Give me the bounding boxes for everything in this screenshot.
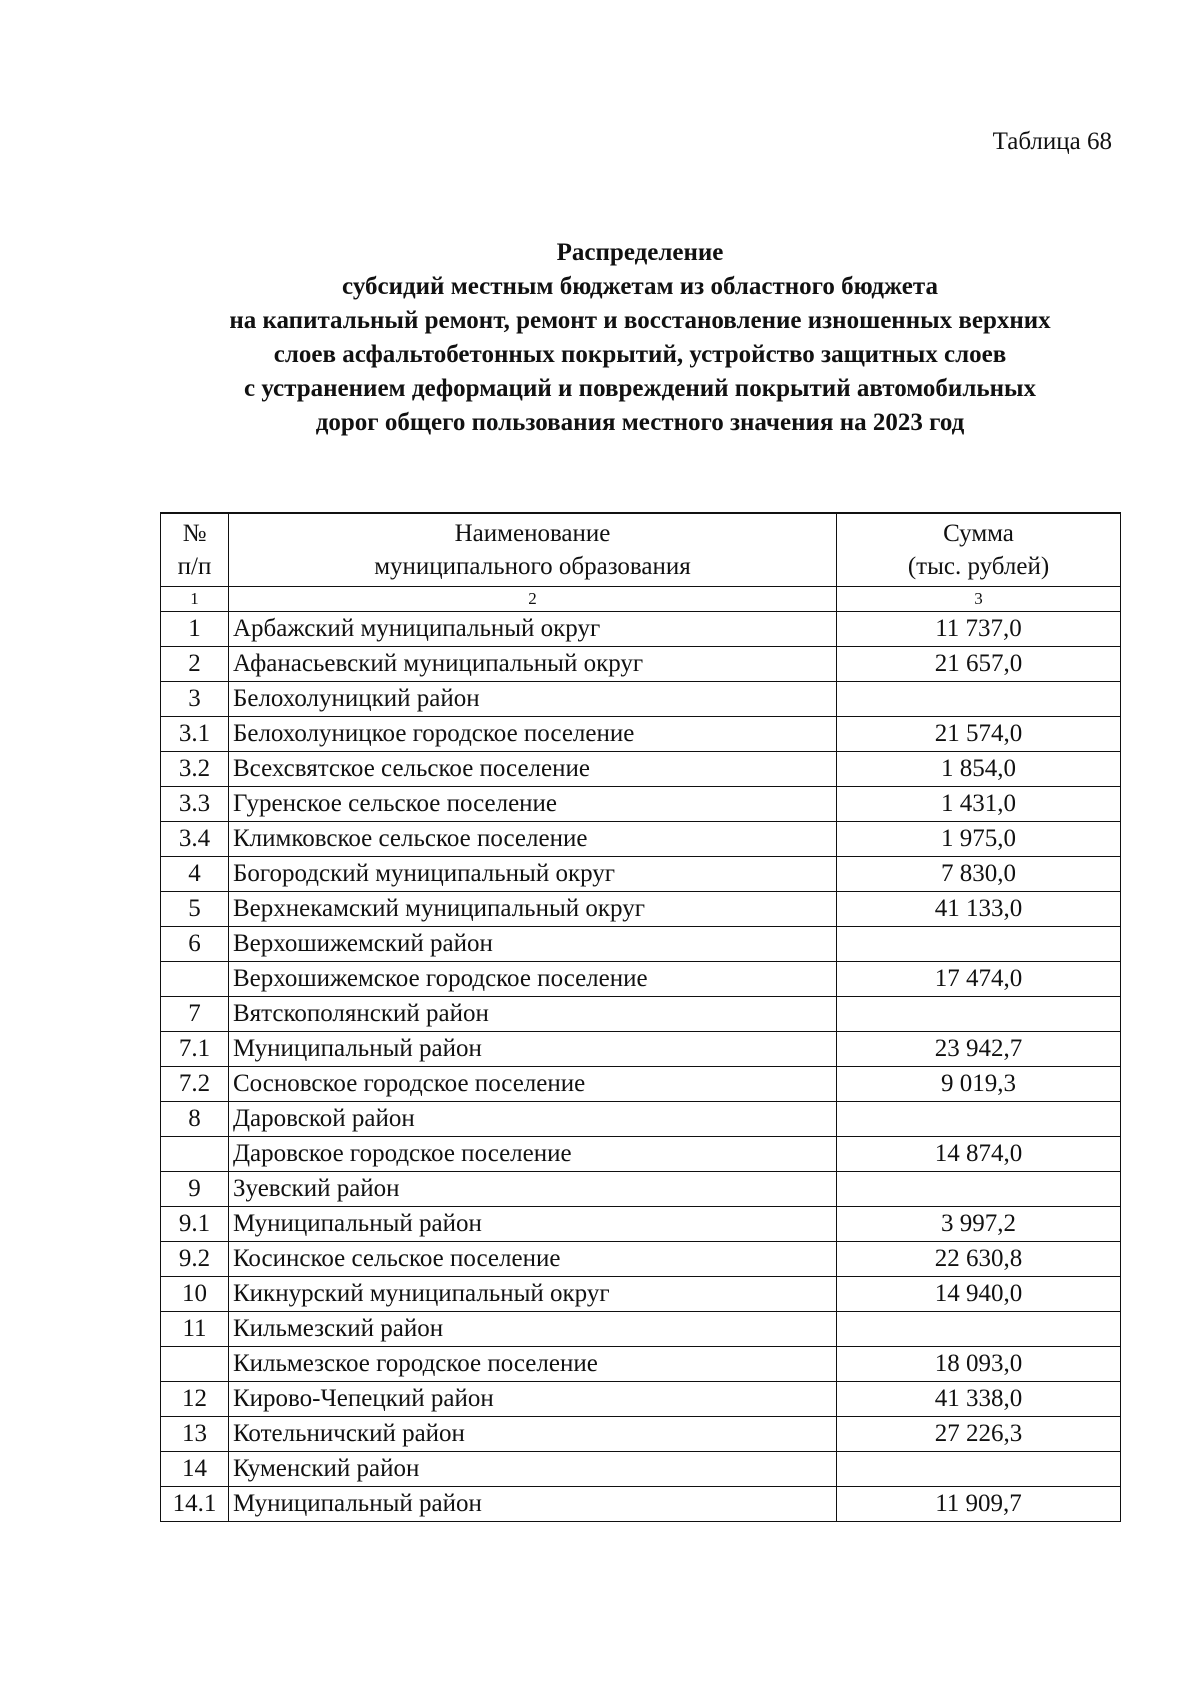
row-number: 7.2 [161, 1067, 229, 1102]
row-municipality-name: Сосновское городское поселение [229, 1067, 837, 1102]
column-index: 3 [837, 587, 1121, 612]
row-municipality-name: Климковское сельское поселение [229, 822, 837, 857]
row-number: 9.1 [161, 1207, 229, 1242]
row-amount: 9 019,3 [837, 1067, 1121, 1102]
row-amount [837, 1172, 1121, 1207]
row-number: 10 [161, 1277, 229, 1312]
row-municipality-name: Верхнекамский муниципальный округ [229, 892, 837, 927]
row-municipality-name: Муниципальный район [229, 1487, 837, 1522]
row-municipality-name: Котельничский район [229, 1417, 837, 1452]
row-amount: 23 942,7 [837, 1032, 1121, 1067]
row-municipality-name: Кикнурский муниципальный округ [229, 1277, 837, 1312]
title-line: Распределение [556, 239, 724, 266]
row-municipality-name: Кирово-Чепецкий район [229, 1382, 837, 1417]
row-amount: 7 830,0 [837, 857, 1121, 892]
row-municipality-name: Афанасьевский муниципальный округ [229, 647, 837, 682]
table-row [161, 682, 1121, 717]
row-amount: 18 093,0 [837, 1347, 1121, 1382]
row-amount [837, 927, 1121, 962]
row-amount: 21 657,0 [837, 647, 1121, 682]
row-municipality-name: Косинское сельское поселение [229, 1242, 837, 1277]
row-municipality-name: Муниципальный район [229, 1207, 837, 1242]
row-municipality-name: Муниципальный район [229, 1032, 837, 1067]
table-row [161, 892, 1121, 927]
table-header-row [161, 513, 1121, 587]
document-title [150, 236, 1130, 440]
row-number: 3.4 [161, 822, 229, 857]
row-number: 14 [161, 1452, 229, 1487]
row-number: 12 [161, 1382, 229, 1417]
row-amount: 21 574,0 [837, 717, 1121, 752]
row-amount: 41 133,0 [837, 892, 1121, 927]
row-number: 3.3 [161, 787, 229, 822]
table-row [161, 1032, 1121, 1067]
row-municipality-name: Верхошижемское городское поселение [229, 962, 837, 997]
row-amount: 1 854,0 [837, 752, 1121, 787]
row-number: 3 [161, 682, 229, 717]
table-row [161, 1417, 1121, 1452]
table-row [161, 1487, 1121, 1522]
table-number-label: Таблица 68 [992, 128, 1112, 155]
table-row [161, 1242, 1121, 1277]
row-number [161, 962, 229, 997]
table-row [161, 927, 1121, 962]
table-row [161, 612, 1121, 647]
table-row [161, 1172, 1121, 1207]
row-number: 14.1 [161, 1487, 229, 1522]
title-line: на капитальный ремонт, ремонт и восстановление изношенных верхних [229, 307, 1051, 334]
row-number [161, 1137, 229, 1172]
header-amount: Сумма (тыс. рублей) [837, 513, 1121, 587]
row-municipality-name: Кильмезское городское поселение [229, 1347, 837, 1382]
row-number: 3.2 [161, 752, 229, 787]
row-amount: 14 874,0 [837, 1137, 1121, 1172]
row-amount: 27 226,3 [837, 1417, 1121, 1452]
row-amount: 22 630,8 [837, 1242, 1121, 1277]
row-number: 13 [161, 1417, 229, 1452]
table-row [161, 752, 1121, 787]
table-row [161, 962, 1121, 997]
table-row [161, 1347, 1121, 1382]
row-amount [837, 997, 1121, 1032]
header-number: № п/п [161, 513, 229, 587]
row-number: 7 [161, 997, 229, 1032]
title-line: с устранением деформаций и повреждений покрытий автомобильных [243, 375, 1036, 402]
column-index: 1 [161, 587, 229, 612]
row-amount: 14 940,0 [837, 1277, 1121, 1312]
row-number: 2 [161, 647, 229, 682]
row-municipality-name: Богородский муниципальный округ [229, 857, 837, 892]
table-row [161, 647, 1121, 682]
row-amount: 11 909,7 [837, 1487, 1121, 1522]
row-number: 3.1 [161, 717, 229, 752]
row-number: 7.1 [161, 1032, 229, 1067]
row-amount [837, 1312, 1121, 1347]
table-row [161, 717, 1121, 752]
row-municipality-name: Верхошижемский район [229, 927, 837, 962]
row-number: 9 [161, 1172, 229, 1207]
row-amount [837, 682, 1121, 717]
row-number: 8 [161, 1102, 229, 1137]
row-amount [837, 1102, 1121, 1137]
row-amount [837, 1452, 1121, 1487]
row-municipality-name: Вятскополянский район [229, 997, 837, 1032]
row-municipality-name: Кильмезский район [229, 1312, 837, 1347]
row-number: 5 [161, 892, 229, 927]
table-row [161, 1312, 1121, 1347]
column-index-row [161, 587, 1121, 612]
row-amount: 17 474,0 [837, 962, 1121, 997]
table-row [161, 857, 1121, 892]
table-row [161, 997, 1121, 1032]
row-number [161, 1347, 229, 1382]
row-number: 1 [161, 612, 229, 647]
row-municipality-name: Белохолуницкий район [229, 682, 837, 717]
row-amount: 41 338,0 [837, 1382, 1121, 1417]
table-row [161, 1277, 1121, 1312]
row-amount: 1 431,0 [837, 787, 1121, 822]
table-row [161, 1102, 1121, 1137]
row-number: 11 [161, 1312, 229, 1347]
title-line: дорог общего пользования местного значения на 2023 год [315, 409, 965, 436]
row-number: 6 [161, 927, 229, 962]
header-municipality-name: Наименование муниципального образования [229, 513, 837, 587]
table-row [161, 1382, 1121, 1417]
table-row [161, 1452, 1121, 1487]
row-municipality-name: Зуевский район [229, 1172, 837, 1207]
row-amount: 3 997,2 [837, 1207, 1121, 1242]
title-line: субсидий местным бюджетам из областного бюджета [342, 273, 938, 300]
table-row [161, 1137, 1121, 1172]
row-municipality-name: Арбажский муниципальный округ [229, 612, 837, 647]
title-line: слоев асфальтобетонных покрытий, устройство защитных слоев [273, 341, 1007, 368]
table-row [161, 822, 1121, 857]
table-row [161, 787, 1121, 822]
row-municipality-name: Гуренское сельское поселение [229, 787, 837, 822]
row-municipality-name: Белохолуницкое городское поселение [229, 717, 837, 752]
row-amount: 11 737,0 [837, 612, 1121, 647]
table-row [161, 1067, 1121, 1102]
row-municipality-name: Даровской район [229, 1102, 837, 1137]
row-municipality-name: Всехсвятское сельское поселение [229, 752, 837, 787]
table-row [161, 1207, 1121, 1242]
column-index: 2 [229, 587, 837, 612]
row-number: 9.2 [161, 1242, 229, 1277]
row-amount: 1 975,0 [837, 822, 1121, 857]
row-number: 4 [161, 857, 229, 892]
row-municipality-name: Куменский район [229, 1452, 837, 1487]
subsidy-table [160, 512, 1121, 1522]
table-body [161, 612, 1121, 1522]
row-municipality-name: Даровское городское поселение [229, 1137, 837, 1172]
